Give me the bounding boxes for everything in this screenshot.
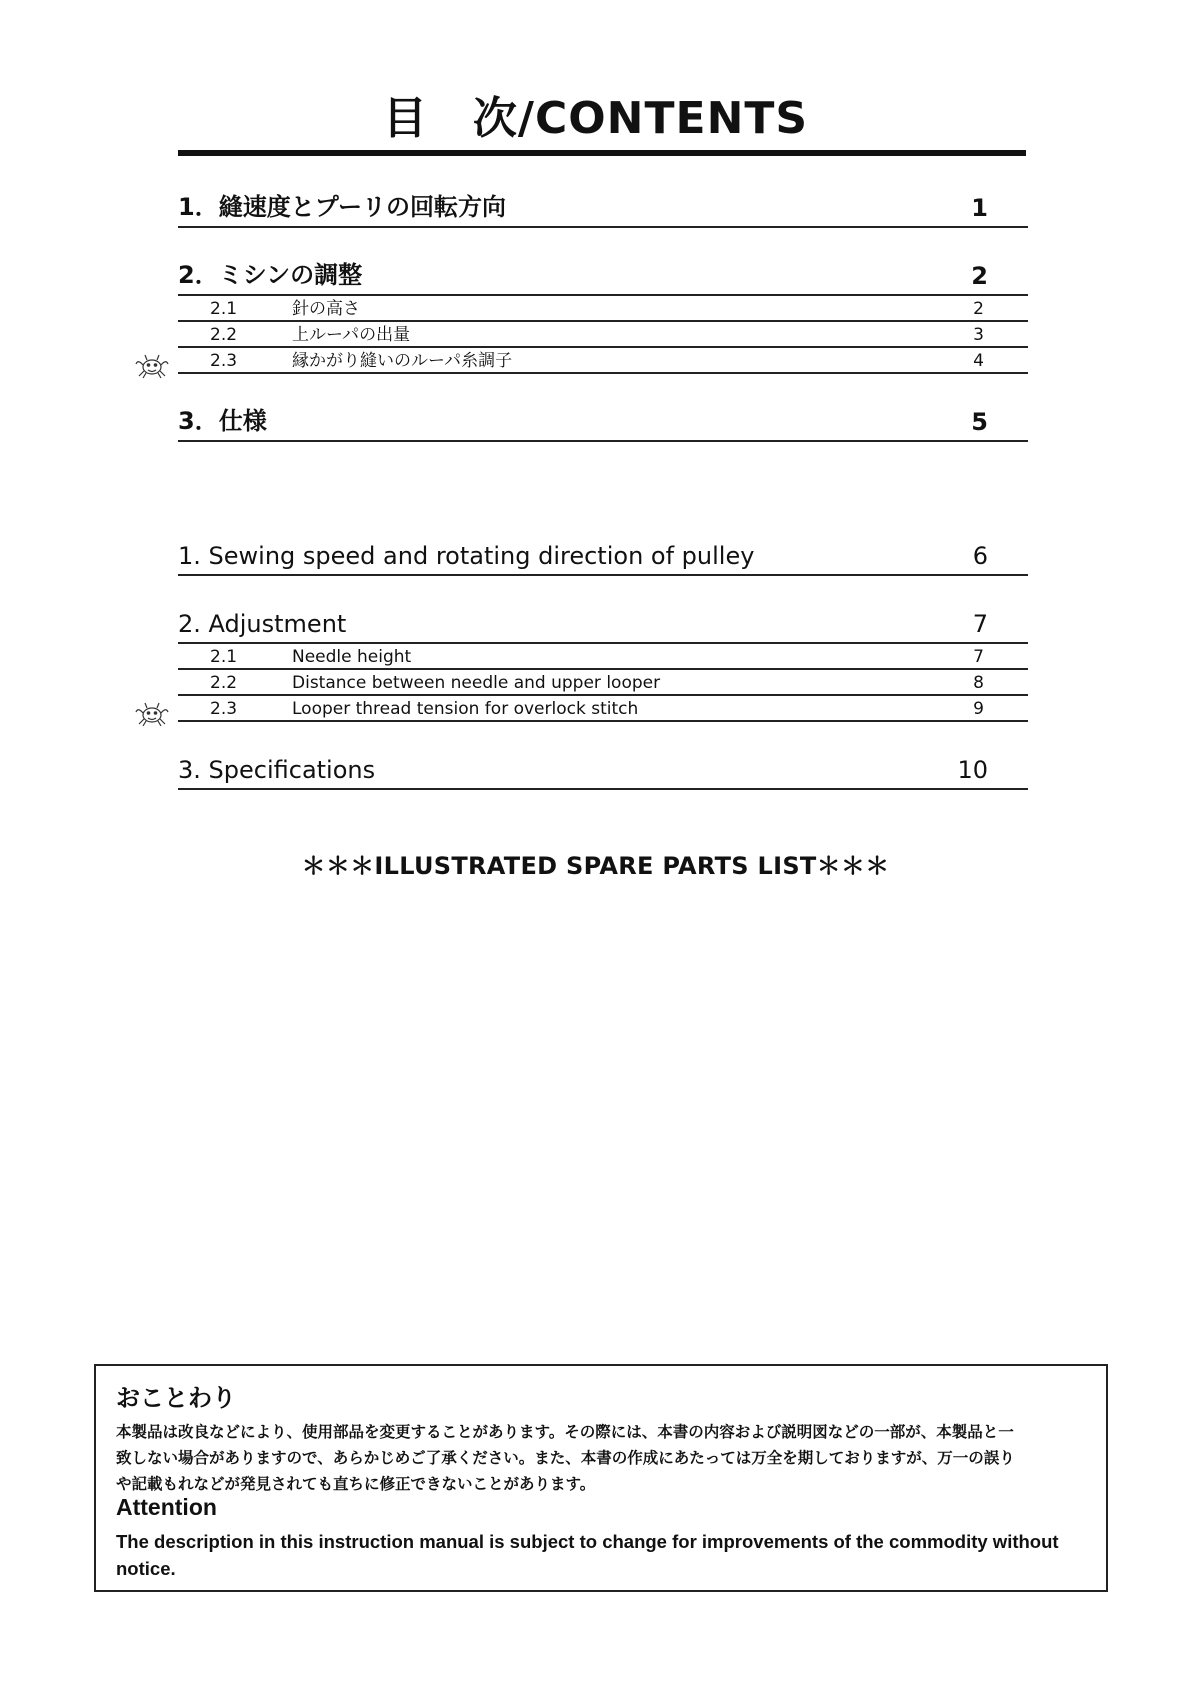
toc-subsection-page: 7 [973,647,984,667]
crab-revision-mark-icon [134,700,170,728]
toc-subsection-row[interactable] [178,696,1028,722]
notice-en-body: The description in this instruction manual is subject to change for improvements of the commodity without notice. [116,1531,1059,1579]
notice-en-heading: Attention [116,1494,217,1520]
page-title: 目 次/CONTENTS [382,93,809,144]
notice-box [94,1364,1108,1592]
toc-subsection-page: 9 [973,699,984,719]
toc-section-row[interactable] [178,254,1028,296]
toc-section-page: 1 [971,194,988,222]
notice-jp-line-3: や記載もれなどが発見されても直ちに修正できないことがあります。 [116,1475,596,1493]
toc-section-row[interactable] [178,186,1028,228]
notice-jp-heading: おことわり [116,1384,236,1412]
toc-section-label: 2. Adjustment [178,610,347,638]
toc-section-label: 2．ミシンの調整 [178,261,363,289]
toc-section-row[interactable] [178,400,1028,442]
toc-section-row[interactable] [178,534,1028,576]
toc-section-page: 5 [971,408,988,436]
toc-subsection-label: 針の高さ [292,299,360,319]
toc-subsection-num: 2.1 [210,647,238,667]
toc-subsection-page: 3 [973,325,984,345]
toc-subsection-row[interactable] [178,348,1028,374]
toc-subsection-label: 上ルーパの出量 [292,325,411,345]
toc-section-row[interactable] [178,748,1028,790]
toc-section-label: 3．仕様 [178,407,267,435]
toc-section-page: 2 [971,262,988,290]
toc-english [178,534,1028,790]
toc-subsection-page: 8 [973,673,984,693]
toc-subsection-label: Looper thread tension for overlock stitch [292,699,639,719]
toc-subsection-row[interactable] [178,670,1028,696]
title-rule [178,150,1026,156]
toc-subsection-num: 2.1 [210,299,238,319]
toc-subsection-page: 4 [973,351,984,371]
toc-section-label: 1. Sewing speed and rotating direction of pulley [178,542,755,570]
toc-subsection-num: 2.3 [210,351,238,371]
toc-subsection-label: 縁かがり縫いのルーパ糸調子 [292,351,513,371]
toc-subsection-page: 2 [973,299,984,319]
toc-section-label: 3. Specifications [178,756,376,784]
toc-section-row[interactable] [178,602,1028,644]
toc-section-page: 6 [972,542,988,570]
toc-subsection-row[interactable] [178,296,1028,322]
parts-list-heading: ＊＊＊ILLUSTRATED SPARE PARTS LIST＊＊＊ [301,852,890,880]
toc-japanese [178,186,1028,442]
notice-jp-line-2: 致しない場合がありますので、あらかじめご了承ください。また、本書の作成にあたっては万全を期しておりますが、万一の誤り [116,1449,1015,1467]
toc-subsection-num: 2.2 [210,673,238,693]
toc-subsection-row[interactable] [178,322,1028,348]
toc-subsection-label: Distance between needle and upper looper [292,673,661,693]
toc-subsection-num: 2.2 [210,325,238,345]
toc-subsection-row[interactable] [178,644,1028,670]
notice-jp-line-1: 本製品は改良などにより、使用部品を変更することがあります。その際には、本書の内容および説明図などの一部が、本製品と一 [116,1423,1014,1441]
toc-subsection-label: Needle height [292,647,412,667]
toc-section-label: 1．縫速度とプーリの回転方向 [178,193,506,221]
toc-section-page: 7 [972,610,988,638]
toc-subsection-num: 2.3 [210,699,238,719]
crab-revision-mark-icon [134,352,170,380]
toc-section-page: 10 [957,756,988,784]
